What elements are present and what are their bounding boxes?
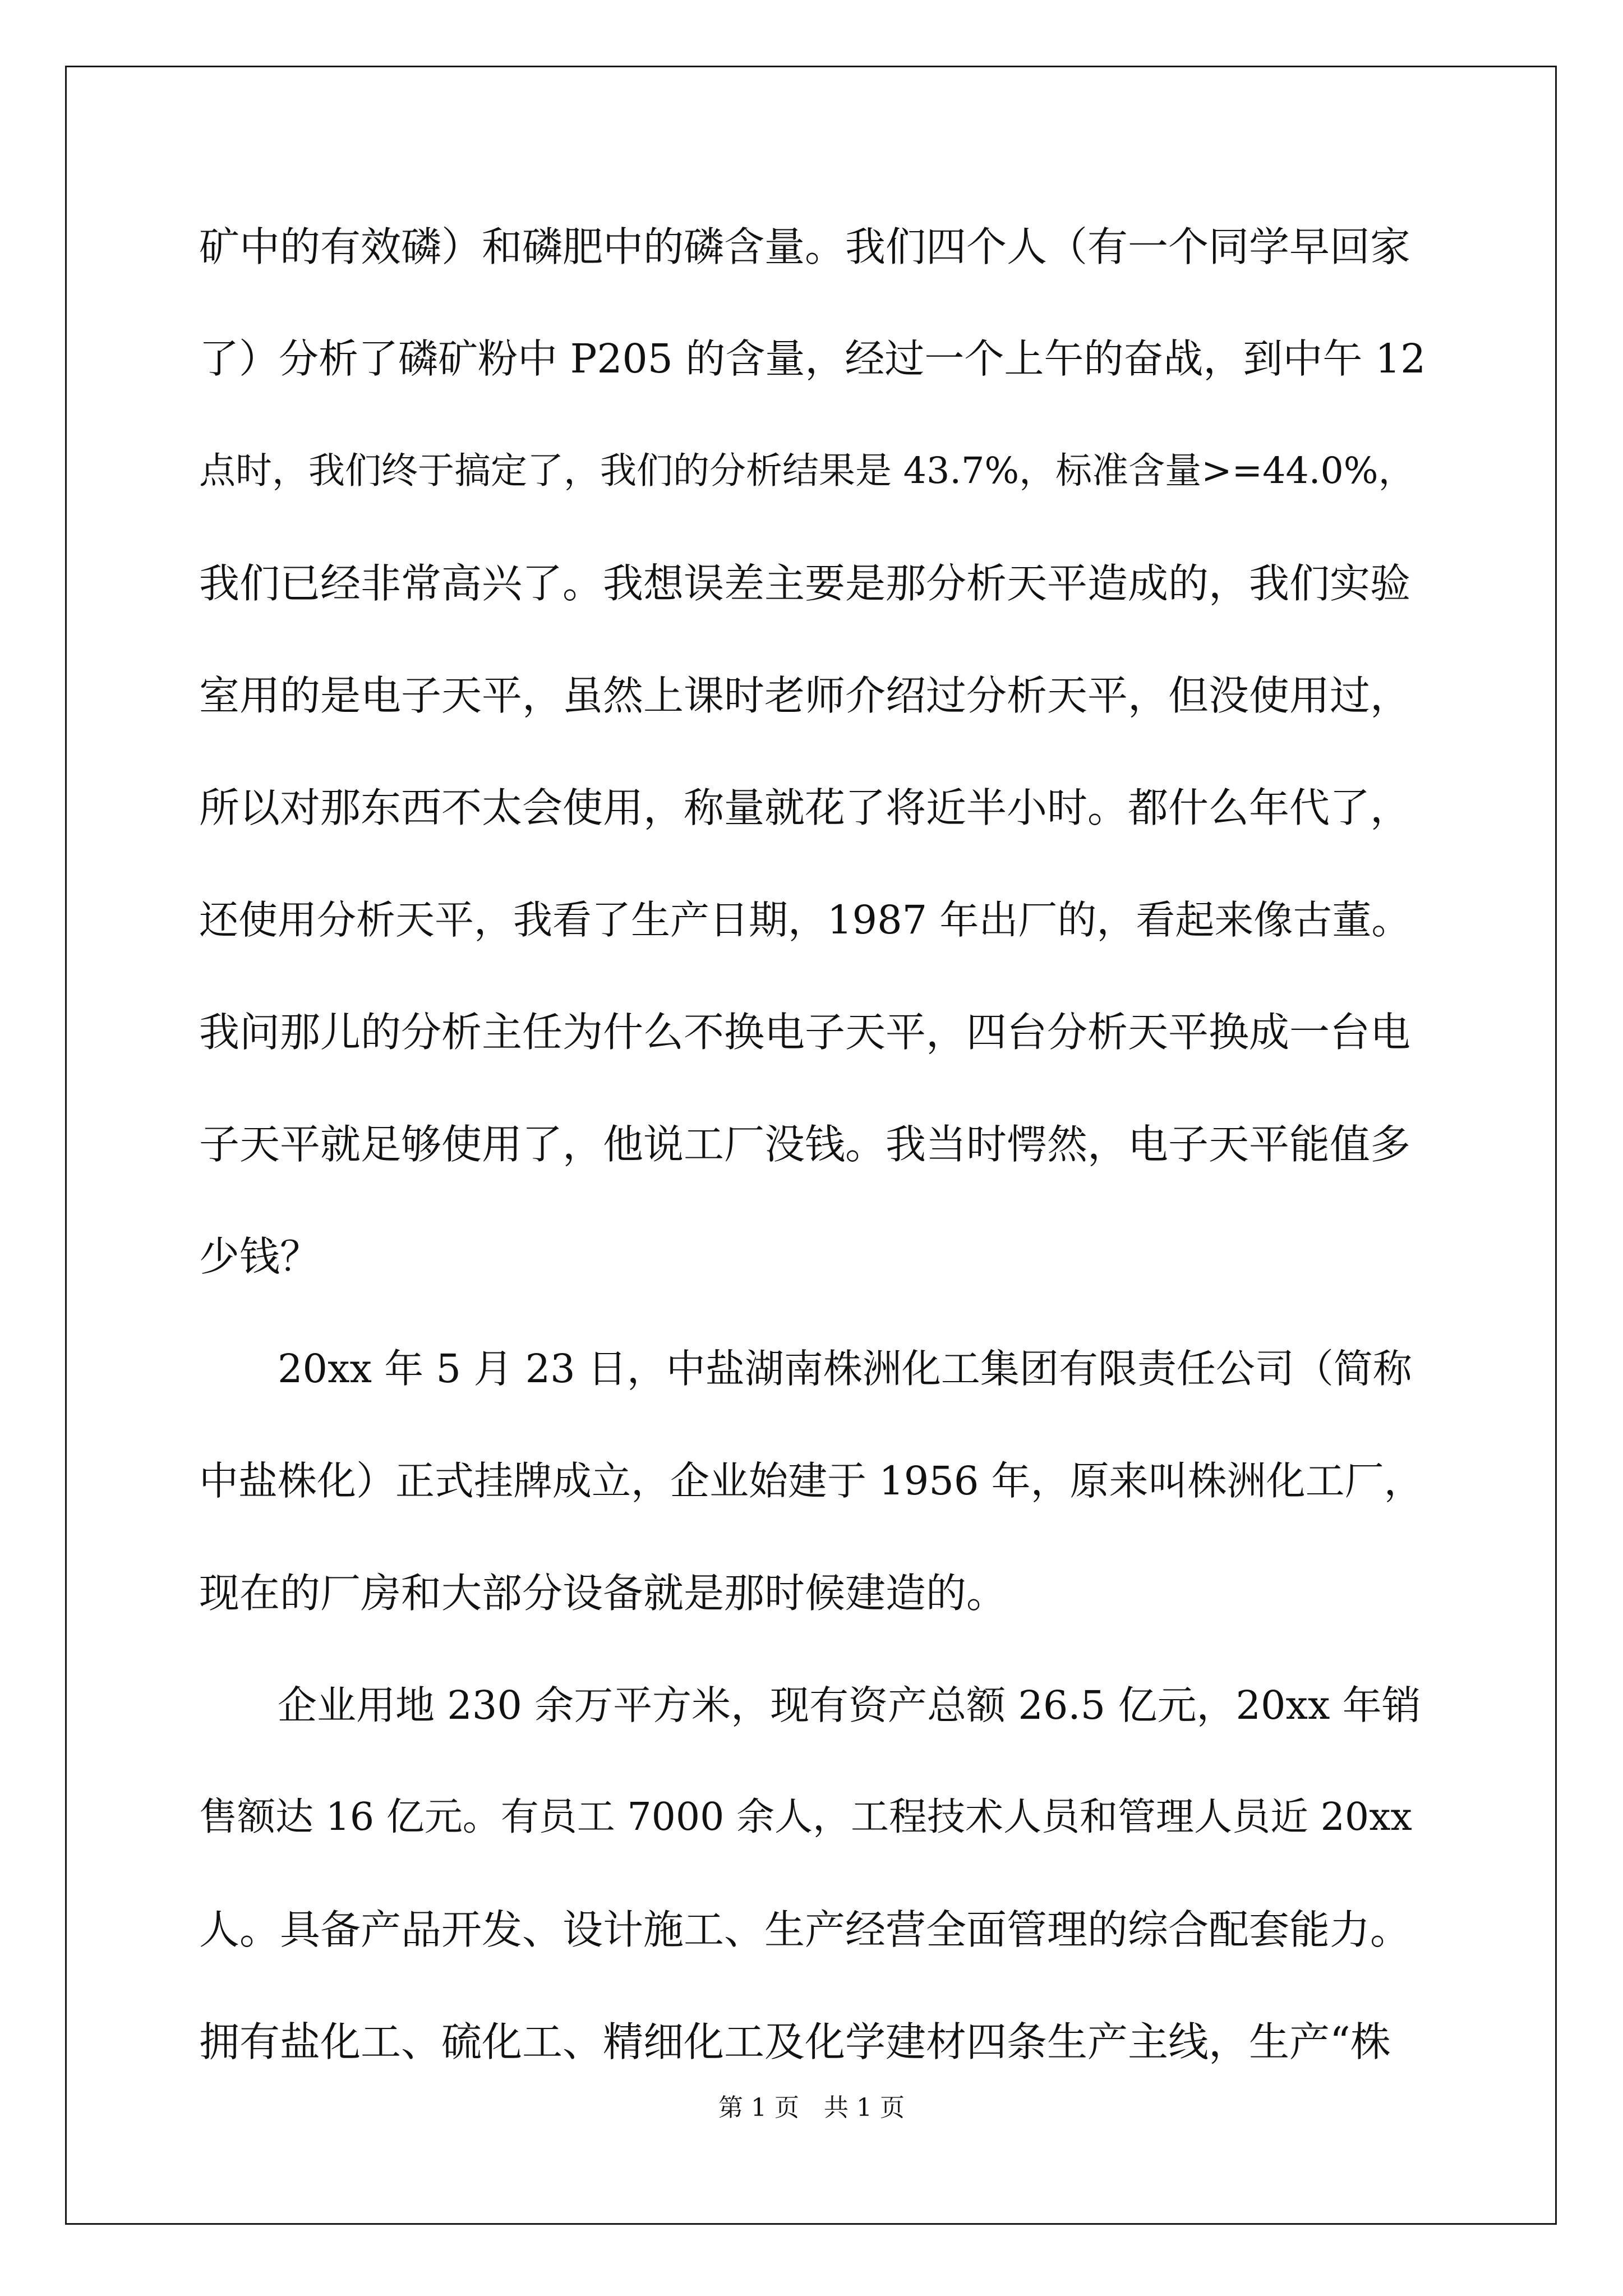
text-line: 拥有盐化工、硫化工、精细化工及化学建材四条生产主线，生产“株 [199,2018,1391,2065]
page-footer: 第 1 页 共 1 页 [718,2093,905,2122]
text-line: 少钱？ [199,1233,321,1280]
text-line: 矿中的有效磷）和磷肥中的磷含量。我们四个人（有一个同学早回家 [199,223,1411,270]
text-line: 我问那儿的分析主任为什么不换电子天平，四台分析天平换成一台电 [199,1009,1411,1056]
text-line: 人。具备产品开发、设计施工、生产经营全面管理的综合配套能力。 [199,1906,1411,1953]
text-line: 企业用地 230 余万平方米，现有资产总额 26.5 亿元，20xx 年销 [199,1682,1421,1728]
text-line: 点时，我们终于搞定了，我们的分析结果是 43.7%，标准含量>=44.0%， [199,450,1415,492]
text-line: 我们已经非常高兴了。我想误差主要是那分析天平造成的，我们实验 [199,560,1411,607]
text-line: 售额达 16 亿元。有员工 7000 余人，工程技术人员和管理人员近 20xx [199,1795,1412,1839]
text-line: 子天平就足够使用了，他说工厂没钱。我当时愕然，电子天平能值多 [199,1121,1411,1168]
text-line: 20xx 年 5 月 23 日，中盐湖南株洲化工集团有限责任公司（简称 [199,1346,1412,1392]
text-line: 中盐株化）正式挂牌成立，企业始建于 1956 年，原来叫株洲化工厂， [199,1458,1423,1504]
text-line: 还使用分析天平，我看了生产日期，1987 年出厂的，看起来像古董。 [199,897,1411,943]
text-line: 了）分析了磷矿粉中 P205 的含量，经过一个上午的奋战，到中午 12 [199,335,1426,382]
text-line: 室用的是电子天平，虽然上课时老师介绍过分析天平，但没使用过， [199,672,1411,719]
text-line: 所以对那东西不太会使用，称量就花了将近半小时。都什么年代了， [199,784,1411,831]
text-line: 现在的厂房和大部分设备就是那时候建造的。 [199,1570,1007,1617]
